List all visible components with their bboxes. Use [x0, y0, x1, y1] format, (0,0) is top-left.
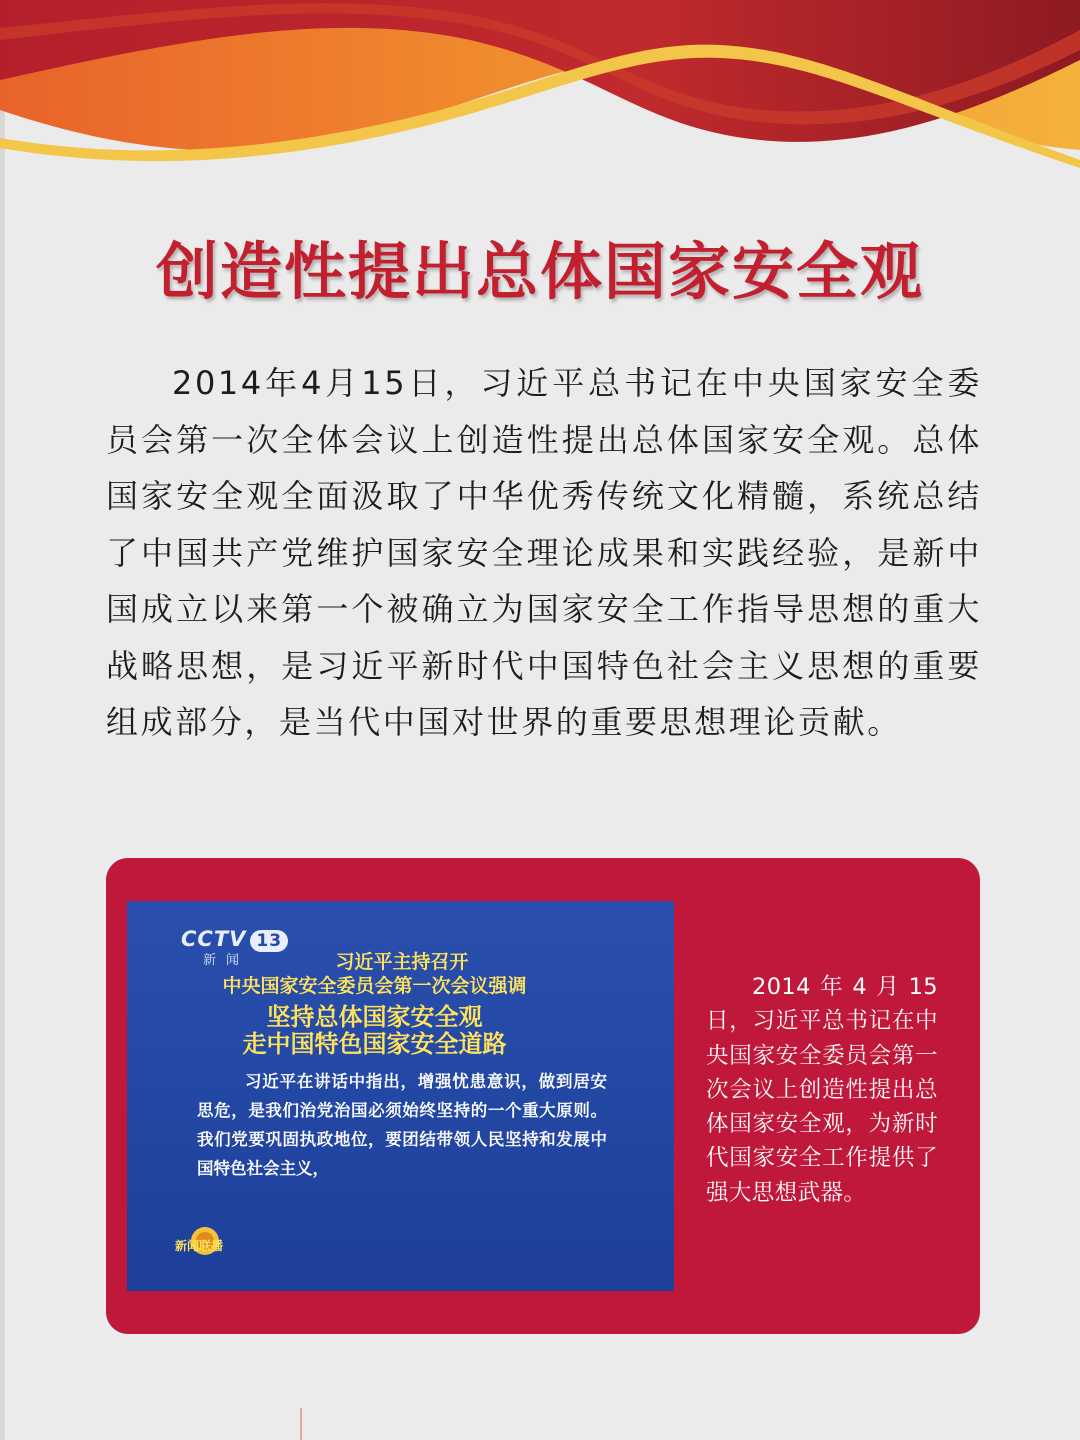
- feature-panel: [106, 858, 980, 1334]
- body-paragraph: 2014年4月15日，习近平总书记在中央国家安全委员会第一次全体会议上创造性提出总体国家安全观。总体国家安全观全面汲取了中华优秀传统文化精髓，系统总结了中国共产党维护国家安全理论成果和实践经验，是新中国成立以来第一个被确立为国家安全工作指导思想的重大战略思想，是习近平新时代中国特色社会主义思想的重要组成部分，是当代中国对世界的重要思想理论贡献。: [106, 364, 982, 741]
- channel-number: 13: [250, 930, 288, 952]
- news-headline-1: 习近平主持召开: [335, 951, 469, 973]
- news-body-text: 习近平在讲话中指出，增强忧患意识，做到居安思危，是我们治党治国必须始终坚持的一个重大原则。我们党要巩固执政地位，要团结带领人民坚持和发展中国特色社会主义，: [197, 1072, 607, 1178]
- page-title: 创造性提出总体国家安全观: [155, 235, 924, 308]
- program-logo: 新闻联播: [175, 1239, 224, 1253]
- bottom-divider: [300, 1408, 302, 1440]
- news-screenshot: [127, 901, 674, 1291]
- left-edge-strip: [0, 0, 5, 1440]
- decorative-wave-banner: [0, 0, 1080, 200]
- channel-logo-text: CCTV: [181, 927, 247, 951]
- news-headline-3: 坚持总体国家安全观: [266, 1003, 483, 1031]
- channel-subtitle: 新闻: [203, 953, 250, 968]
- news-headline-2: 中央国家安全委员会第一次会议强调: [222, 975, 527, 997]
- panel-caption: 2014年4月15日，习近平总书记在中央国家安全委员会第一次会议上创造性提出总体国家安全观，为新时代国家安全工作提供了强大思想武器。: [706, 974, 938, 1206]
- news-headline-4: 走中国特色国家安全道路: [242, 1030, 507, 1058]
